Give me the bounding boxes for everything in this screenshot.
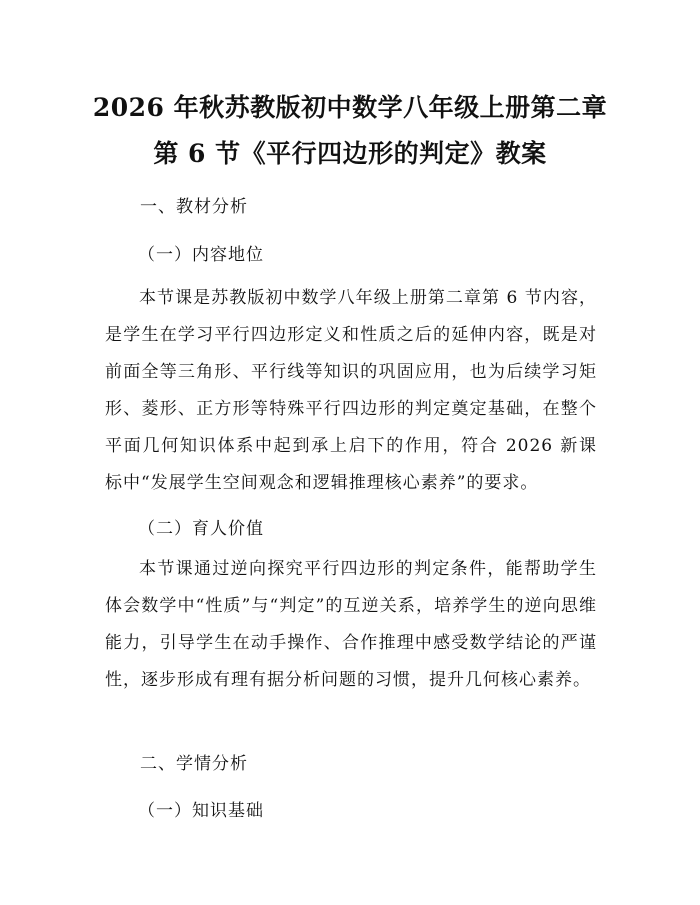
paragraph-content-position: 本节课是苏教版初中数学八年级上册第二章第 6 节内容，是学生在学习平行四边形定义和性质之后的延伸内容，既是对前面全等三角形、平行线等知识的巩固应用，也为后续学习矩形、菱形、正方形等特殊平行四边形的判定奠定基础，在整个平面几何知识体系中起到承上启下的作用，符合 2026 新课标中“发展学生空间观念和逻辑推理核心素养”的要求。 <box>105 288 597 493</box>
document-title-line-1: 2026 年秋苏教版初中数学八年级上册第二章 <box>92 93 608 122</box>
paragraph-educational-value: 本节课通过逆向探究平行四边形的判定条件，能帮助学生体会数学中“性质”与“判定”的互逆关系，培养学生的逆向思维能力，引导学生在动手操作、合作推理中感受数学结论的严谨性，逐步形成有理有据分析问题的习惯，提升几何核心素养。 <box>105 559 597 690</box>
section-heading-student-analysis: 二、学情分析 <box>140 754 248 774</box>
subsection-heading-knowledge-foundation: （一）知识基础 <box>138 801 264 821</box>
subsection-heading-content-position: （一）内容地位 <box>138 245 264 265</box>
document-title-line-2: 第 6 节《平行四边形的判定》教案 <box>153 139 547 168</box>
section-heading-textbook-analysis: 一、教材分析 <box>140 197 248 217</box>
subsection-heading-educational-value: （二）育人价值 <box>138 519 264 539</box>
